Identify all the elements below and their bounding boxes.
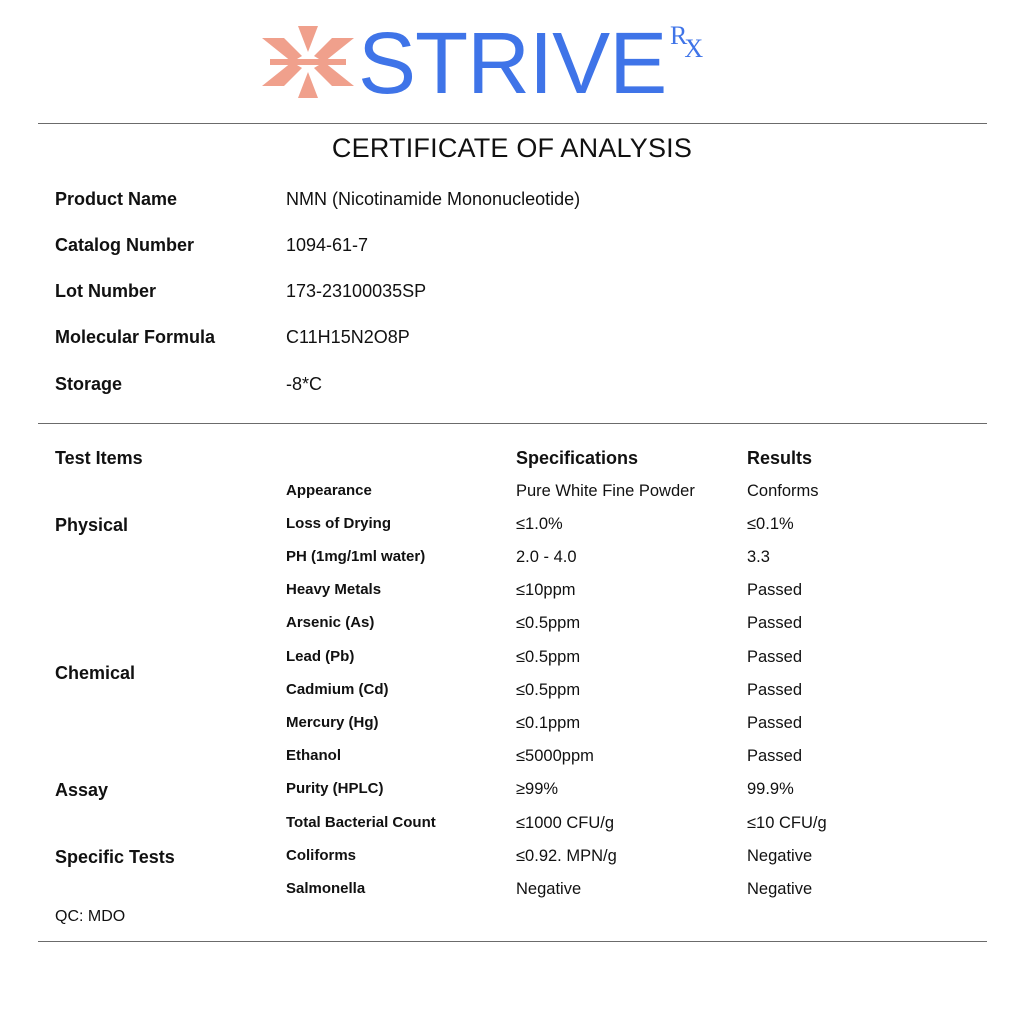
row-item: Arsenic (As) xyxy=(286,614,375,631)
catalog-number-value: 1094-61-7 xyxy=(286,235,369,255)
row-spec: ≤0.1ppm xyxy=(516,714,581,732)
row-result: Passed xyxy=(747,714,803,732)
row-spec: ≤0.5ppm xyxy=(516,614,581,632)
brand-rx-suffix xyxy=(670,21,706,63)
header-test-items: Test Items xyxy=(55,448,143,468)
row-spec: ≤1000 CFU/g xyxy=(516,814,615,832)
header-divider xyxy=(38,123,987,124)
row-item: Cadmium (Cd) xyxy=(286,681,389,698)
row-spec: ≤1.0% xyxy=(516,515,563,533)
row-item: Coliforms xyxy=(286,847,357,864)
row-result: Negative xyxy=(747,847,813,865)
catalog-number-label: Catalog Number xyxy=(55,235,195,255)
row-spec: Negative xyxy=(516,880,582,898)
info-divider xyxy=(38,423,987,424)
header-results: Results xyxy=(747,448,813,468)
qc-signoff: QC: MDO xyxy=(55,908,126,925)
molecular-formula-label: Molecular Formula xyxy=(55,327,216,347)
row-result: Passed xyxy=(747,614,803,632)
row-item: PH (1mg/1ml water) xyxy=(286,548,426,565)
storage-label: Storage xyxy=(55,374,123,394)
row-result: Conforms xyxy=(747,482,819,500)
brand-rx-r: R xyxy=(670,21,688,50)
group-physical: Physical xyxy=(55,515,129,535)
row-result: Passed xyxy=(747,648,803,666)
row-result: 99.9% xyxy=(747,780,794,798)
row-spec: ≤10ppm xyxy=(516,581,576,599)
row-spec: ≤5000ppm xyxy=(516,747,594,765)
header-specifications: Specifications xyxy=(516,448,639,468)
row-result: Passed xyxy=(747,681,803,699)
page-title: CERTIFICATE OF ANALYSIS xyxy=(331,133,693,163)
row-item: Mercury (Hg) xyxy=(286,714,379,731)
group-specific-tests: Specific Tests xyxy=(55,847,175,867)
product-name-value: NMN (Nicotinamide Mononucleotide) xyxy=(286,189,581,209)
row-item: Appearance xyxy=(286,482,372,499)
product-name-label: Product Name xyxy=(55,189,178,209)
strive-rx-logo xyxy=(262,15,722,112)
row-result: ≤0.1% xyxy=(747,515,794,533)
lot-number-value: 173-23100035SP xyxy=(286,281,427,301)
row-spec: 2.0 - 4.0 xyxy=(516,548,577,566)
molecular-formula-value: C11H15N2O8P xyxy=(286,327,410,347)
row-item: Purity (HPLC) xyxy=(286,780,384,797)
row-item: Heavy Metals xyxy=(286,581,382,598)
row-result: Passed xyxy=(747,747,803,765)
brand-rx-x: X xyxy=(684,34,704,63)
lot-number-label: Lot Number xyxy=(55,281,156,301)
row-spec: ≤0.92. MPN/g xyxy=(516,847,617,865)
brand-name: STRIVE xyxy=(358,15,667,112)
group-assay: Assay xyxy=(55,780,109,800)
row-item: Loss of Drying xyxy=(286,515,392,532)
row-result: 3.3 xyxy=(747,548,770,566)
row-item: Salmonella xyxy=(286,880,366,897)
row-spec: Pure White Fine Powder xyxy=(516,482,695,500)
strive-star-mark-icon xyxy=(262,26,354,98)
row-spec: ≤0.5ppm xyxy=(516,648,581,666)
row-spec: ≥99% xyxy=(516,780,559,798)
row-spec: ≤0.5ppm xyxy=(516,681,581,699)
row-item: Ethanol xyxy=(286,747,341,764)
row-result: ≤10 CFU/g xyxy=(747,814,827,832)
storage-value: -8*C xyxy=(286,374,323,394)
group-chemical: Chemical xyxy=(55,663,136,683)
row-result: Negative xyxy=(747,880,813,898)
footer-divider xyxy=(38,941,987,942)
row-item: Total Bacterial Count xyxy=(286,814,436,831)
row-result: Passed xyxy=(747,581,803,599)
row-item: Lead (Pb) xyxy=(286,648,355,665)
